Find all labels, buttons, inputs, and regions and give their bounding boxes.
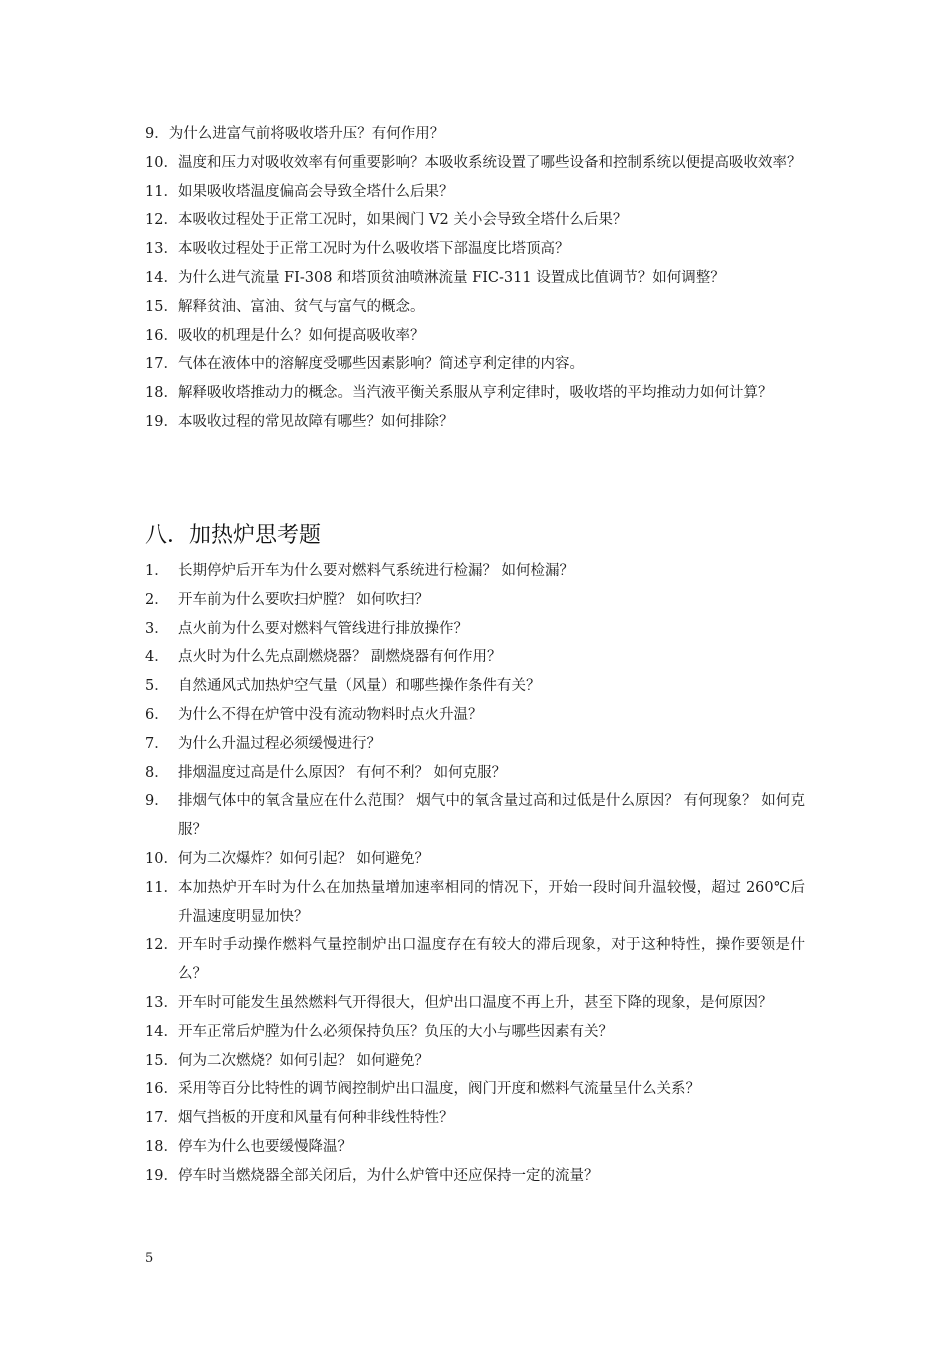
- question-number: 16．: [145, 327, 178, 344]
- question-item: [145, 1104, 805, 1133]
- question-item: [145, 989, 805, 1018]
- question-item: [145, 1075, 805, 1104]
- question-number: 10．: [145, 850, 178, 867]
- question-list-absorption: [145, 120, 805, 437]
- question-number: 12．: [145, 212, 178, 229]
- question-text: 长期停炉后开车为什么要对燃料气系统进行检漏？ 如何检漏？: [177, 563, 575, 579]
- question-text: 为什么升温过程必须缓慢进行？: [177, 735, 381, 752]
- question-item: [145, 178, 805, 207]
- question-text: 为什么进富气前将吸收塔升压？有何作用？: [168, 126, 445, 142]
- question-number: 18．: [145, 1138, 178, 1155]
- question-number: 2．: [145, 591, 178, 608]
- question-number: 13．: [145, 994, 178, 1011]
- question-number: 8．: [145, 764, 178, 781]
- question-text: 何为二次燃烧？如何引起？ 如何避免？: [177, 1052, 430, 1069]
- question-number: 14．: [145, 269, 178, 286]
- question-text: 自然通风式加热炉空气量（风量）和哪些操作条件有关？: [177, 678, 541, 695]
- question-text: 为什么不得在炉管中没有流动物料时点火升温？: [177, 706, 483, 723]
- question-number: 1．: [145, 563, 178, 579]
- question-item: [145, 615, 805, 644]
- question-text: 开车时手动操作燃料气量控制炉出口温度存在有较大的滞后现象，对于这种特性，操作要领是什么？: [177, 937, 805, 983]
- question-text: 排烟气体中的氧含量应在什么范围？ 烟气中的氧含量过高和过低是什么原因？ 有何现象？ 如何克服？: [177, 793, 805, 839]
- question-item: [145, 931, 805, 989]
- question-number: 6．: [145, 706, 178, 723]
- question-item: [145, 730, 805, 759]
- question-number: 10．: [145, 154, 178, 171]
- question-item: [145, 1133, 805, 1162]
- question-number: 4．: [145, 649, 178, 666]
- question-item: [145, 557, 805, 586]
- question-text: 何为二次爆炸？如何引起？ 如何避免？: [177, 850, 430, 867]
- question-item: [145, 379, 805, 408]
- question-text: 开车前为什么要吹扫炉膛？ 如何吹扫？: [177, 591, 430, 608]
- question-number: 15．: [145, 298, 178, 315]
- section-title: 八．加热炉思考题: [145, 523, 322, 548]
- question-item: [145, 672, 805, 701]
- question-text: 开车正常后炉膛为什么必须保持负压？负压的大小与哪些因素有关？: [177, 1023, 613, 1040]
- question-text: 排烟温度过高是什么原因？ 有何不利？ 如何克服？: [177, 764, 507, 781]
- question-number: 11．: [145, 879, 178, 896]
- question-text: 吸收的机理是什么？如何提高吸收率？: [177, 327, 425, 344]
- question-text: 解释吸收塔推动力的概念。当汽液平衡关系服从亨利定律时，吸收塔的平均推动力如何计算？: [177, 385, 773, 402]
- question-text: 本加热炉开车时为什么在加热量增加速率相同的情况下，开始一段时间升温较慢，超过 260℃后升温速度明显加快？: [177, 879, 805, 925]
- question-item: [145, 120, 805, 149]
- question-text: 开车时可能发生虽然燃料气开得很大，但炉出口温度不再上升，甚至下降的现象，是何原因？: [177, 994, 773, 1011]
- question-text: 本吸收过程处于正常工况时为什么吸收塔下部温度比塔顶高？: [177, 241, 570, 258]
- question-number: 5．: [145, 678, 178, 695]
- question-number: 17．: [145, 356, 178, 373]
- question-text: 点火时为什么先点副燃烧器？ 副燃烧器有何作用？: [177, 649, 502, 666]
- question-item: [145, 701, 805, 730]
- question-number: 15．: [145, 1052, 178, 1069]
- question-number: 7．: [145, 735, 178, 752]
- question-text: 本吸收过程的常见故障有哪些？如何排除？: [177, 413, 454, 430]
- question-text: 停车为什么也要缓慢降温？: [177, 1138, 352, 1155]
- question-number: 9．: [145, 793, 178, 810]
- question-item: [145, 643, 805, 672]
- question-list-furnace: [145, 557, 805, 1191]
- question-number: 18．: [145, 385, 178, 402]
- question-item: [145, 845, 805, 874]
- page-number: 5: [145, 1251, 154, 1266]
- question-number: 13．: [145, 241, 178, 258]
- question-item: [145, 206, 805, 235]
- question-number: 19．: [145, 1167, 178, 1184]
- question-number: 3．: [145, 620, 178, 637]
- question-item: [145, 874, 805, 932]
- question-number: 11．: [145, 183, 178, 200]
- question-text: 温度和压力对吸收效率有何重要影响？本吸收系统设置了哪些设备和控制系统以便提高吸收效率？: [177, 154, 802, 171]
- question-item: [145, 350, 805, 379]
- question-number: 19．: [145, 413, 178, 430]
- question-item: [145, 322, 805, 351]
- question-text: 为什么进气流量 FI-308 和塔顶贫油喷淋流量 FIC-311 设置成比值调节？如何调整？: [177, 269, 725, 286]
- question-item: [145, 787, 805, 845]
- question-text: 本吸收过程处于正常工况时，如果阀门 V2 关小会导致全塔什么后果？: [177, 212, 628, 229]
- question-number: 16．: [145, 1081, 178, 1098]
- question-item: [145, 293, 805, 322]
- question-text: 如果吸收塔温度偏高会导致全塔什么后果？: [177, 183, 454, 200]
- question-item: [145, 235, 805, 264]
- question-number: 12．: [145, 937, 178, 954]
- question-item: [145, 408, 805, 437]
- question-item: [145, 759, 805, 788]
- question-item: [145, 1047, 805, 1076]
- question-text: 采用等百分比特性的调节阀控制炉出口温度，阀门开度和燃料气流量呈什么关系？: [177, 1081, 700, 1098]
- question-item: [145, 1018, 805, 1047]
- question-item: [145, 586, 805, 615]
- question-text: 点火前为什么要对燃料气管线进行排放操作？: [177, 620, 468, 637]
- question-item: [145, 1162, 805, 1191]
- question-text: 停车时当燃烧器全部关闭后，为什么炉管中还应保持一定的流量？: [177, 1167, 599, 1184]
- question-text: 气体在液体中的溶解度受哪些因素影响？简述亨利定律的内容。: [177, 356, 584, 373]
- question-number: 14．: [145, 1023, 178, 1040]
- question-item: [145, 149, 805, 178]
- question-number: 17．: [145, 1110, 178, 1127]
- question-number: 9．: [145, 126, 169, 142]
- question-text: 解释贫油、富油、贫气与富气的概念。: [177, 298, 425, 315]
- question-item: [145, 264, 805, 293]
- question-text: 烟气挡板的开度和风量有何种非线性特性？: [177, 1110, 454, 1127]
